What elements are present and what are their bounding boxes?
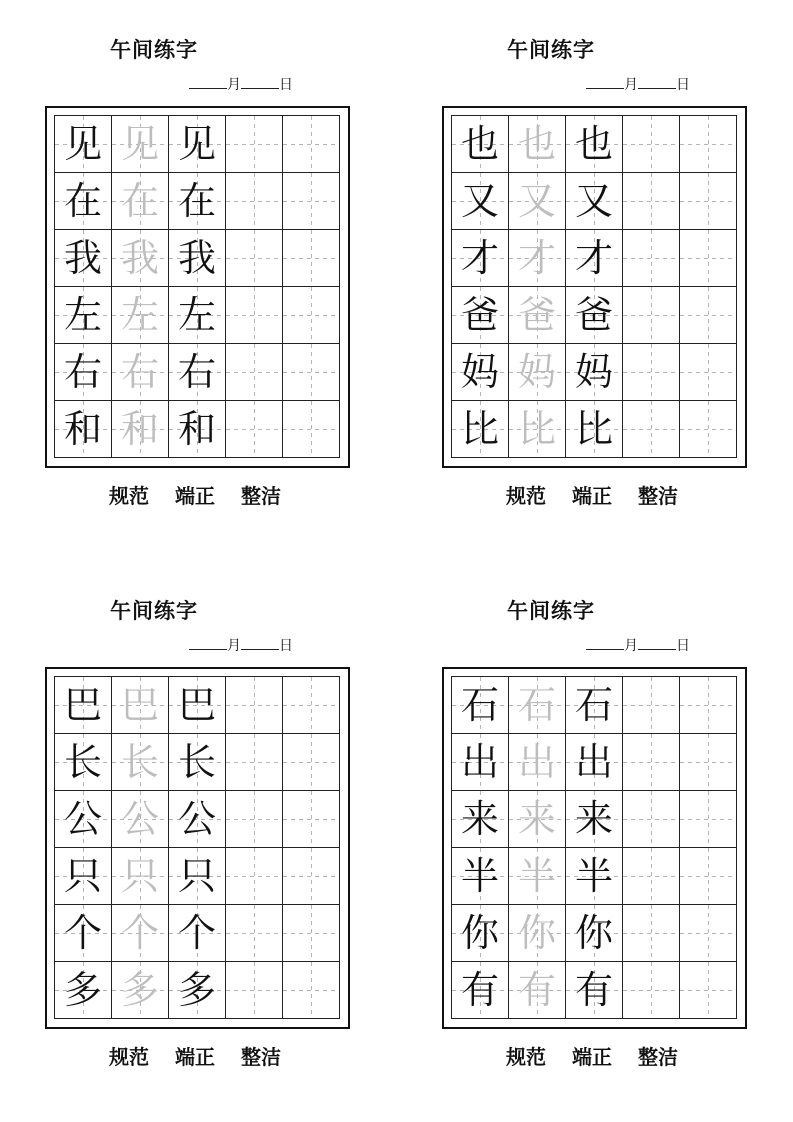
model-character: 公 [177, 797, 216, 841]
model-character: 公 [63, 797, 102, 841]
writing-cell[interactable] [623, 905, 680, 962]
writing-cell[interactable] [226, 230, 283, 287]
month-blank[interactable] [189, 75, 227, 89]
writing-cell[interactable] [226, 962, 283, 1019]
trace-cell [112, 677, 169, 734]
motto [442, 480, 742, 509]
month-label: 月 [624, 77, 638, 93]
model-cell [566, 791, 623, 848]
writing-cell[interactable] [623, 230, 680, 287]
model-character: 长 [63, 740, 102, 784]
model-cell [169, 962, 226, 1019]
writing-cell[interactable] [623, 287, 680, 344]
trace-cell [112, 287, 169, 344]
model-cell [452, 230, 509, 287]
trace-character: 多 [120, 968, 159, 1012]
motto [442, 1041, 742, 1070]
model-character: 才 [460, 236, 499, 280]
model-character: 比 [574, 407, 613, 451]
model-cell [169, 173, 226, 230]
trace-cell [509, 848, 566, 905]
motto-word: 端正 [175, 484, 215, 508]
model-cell [452, 905, 509, 962]
motto [45, 1041, 345, 1070]
trace-cell [112, 791, 169, 848]
model-character: 又 [460, 179, 499, 223]
practice-sheet [397, 0, 717, 508]
trace-cell [112, 116, 169, 173]
tianzige-grid [54, 676, 340, 1019]
model-character: 见 [177, 122, 216, 166]
model-character: 在 [63, 179, 102, 223]
model-cell [452, 401, 509, 458]
writing-cell[interactable] [623, 848, 680, 905]
model-character: 爸 [574, 293, 613, 337]
model-cell [169, 401, 226, 458]
model-cell [55, 677, 112, 734]
writing-cell[interactable] [623, 791, 680, 848]
model-character: 左 [63, 293, 102, 337]
writing-cell[interactable] [226, 287, 283, 344]
model-cell [566, 401, 623, 458]
model-cell [566, 230, 623, 287]
trace-cell [509, 791, 566, 848]
trace-character: 右 [120, 350, 159, 394]
model-character: 长 [177, 740, 216, 784]
day-blank[interactable] [241, 636, 279, 650]
motto-word: 端正 [572, 1045, 612, 1069]
motto-word: 规范 [506, 1045, 546, 1069]
writing-cell[interactable] [226, 848, 283, 905]
writing-cell[interactable] [283, 287, 340, 344]
trace-character: 在 [120, 179, 159, 223]
trace-cell [509, 734, 566, 791]
writing-cell[interactable] [226, 173, 283, 230]
trace-cell [509, 287, 566, 344]
trace-cell [112, 230, 169, 287]
model-cell [55, 230, 112, 287]
model-cell [452, 677, 509, 734]
model-character: 右 [177, 350, 216, 394]
writing-cell[interactable] [623, 734, 680, 791]
trace-character: 石 [517, 683, 556, 727]
model-cell [566, 173, 623, 230]
motto-word: 规范 [506, 484, 546, 508]
tianzige-grid [451, 676, 737, 1019]
model-character: 你 [574, 911, 613, 955]
writing-cell[interactable] [623, 344, 680, 401]
month-blank[interactable] [586, 636, 624, 650]
model-character: 石 [574, 683, 613, 727]
motto-word: 端正 [175, 1045, 215, 1069]
motto-word: 规范 [109, 1045, 149, 1069]
writing-cell[interactable] [623, 677, 680, 734]
sheet-title: 午间练字 [507, 599, 595, 623]
writing-cell[interactable] [680, 677, 737, 734]
trace-cell [112, 848, 169, 905]
date-line [189, 636, 293, 654]
writing-cell[interactable] [283, 401, 340, 458]
writing-cell[interactable] [680, 173, 737, 230]
writing-cell[interactable] [680, 287, 737, 344]
model-cell [566, 734, 623, 791]
model-cell [55, 287, 112, 344]
writing-cell[interactable] [226, 116, 283, 173]
motto-word: 规范 [109, 484, 149, 508]
trace-cell [112, 401, 169, 458]
model-cell [169, 905, 226, 962]
writing-cell[interactable] [283, 344, 340, 401]
model-cell [566, 677, 623, 734]
trace-cell [509, 116, 566, 173]
trace-character: 公 [120, 797, 159, 841]
writing-cell[interactable] [283, 734, 340, 791]
writing-cell[interactable] [680, 401, 737, 458]
day-label: 日 [279, 638, 293, 654]
model-character: 妈 [574, 350, 613, 394]
writing-cell[interactable] [680, 116, 737, 173]
writing-cell[interactable] [623, 116, 680, 173]
trace-cell [112, 173, 169, 230]
day-label: 日 [676, 77, 690, 93]
model-cell [566, 905, 623, 962]
trace-character: 和 [120, 407, 159, 451]
model-character: 多 [63, 968, 102, 1012]
model-character: 只 [177, 854, 216, 898]
trace-character: 爸 [517, 293, 556, 337]
model-cell [452, 848, 509, 905]
practice-frame [45, 106, 350, 468]
model-cell [452, 173, 509, 230]
model-cell [55, 848, 112, 905]
model-cell [169, 287, 226, 344]
writing-cell[interactable] [283, 677, 340, 734]
model-character: 个 [63, 911, 102, 955]
model-cell [55, 734, 112, 791]
writing-cell[interactable] [283, 173, 340, 230]
month-label: 月 [227, 77, 241, 93]
motto [45, 480, 345, 509]
day-label: 日 [279, 77, 293, 93]
motto-word: 整洁 [638, 1045, 678, 1069]
writing-cell[interactable] [226, 734, 283, 791]
model-character: 也 [460, 122, 499, 166]
trace-character: 来 [517, 797, 556, 841]
model-character: 比 [460, 407, 499, 451]
model-character: 见 [63, 122, 102, 166]
practice-sheet [0, 561, 320, 1069]
model-character: 爸 [460, 293, 499, 337]
model-character: 出 [460, 740, 499, 784]
motto-word: 整洁 [638, 484, 678, 508]
sheet-title: 午间练字 [507, 38, 595, 62]
model-cell [55, 962, 112, 1019]
trace-character: 也 [517, 122, 556, 166]
writing-cell[interactable] [283, 905, 340, 962]
trace-cell [112, 344, 169, 401]
tianzige-grid [451, 115, 737, 458]
model-character: 个 [177, 911, 216, 955]
writing-cell[interactable] [680, 905, 737, 962]
writing-cell[interactable] [623, 173, 680, 230]
writing-cell[interactable] [283, 848, 340, 905]
model-cell [452, 116, 509, 173]
model-character: 半 [460, 854, 499, 898]
model-cell [452, 734, 509, 791]
trace-character: 才 [517, 236, 556, 280]
writing-cell[interactable] [226, 401, 283, 458]
writing-cell[interactable] [226, 905, 283, 962]
model-cell [566, 287, 623, 344]
trace-character: 只 [120, 854, 159, 898]
tianzige-grid [54, 115, 340, 458]
model-character: 多 [177, 968, 216, 1012]
motto-word: 端正 [572, 484, 612, 508]
trace-character: 你 [517, 911, 556, 955]
trace-character: 巴 [120, 683, 159, 727]
trace-cell [509, 344, 566, 401]
writing-cell[interactable] [680, 848, 737, 905]
date-line [189, 75, 293, 93]
writing-cell[interactable] [680, 230, 737, 287]
trace-character: 长 [120, 740, 159, 784]
model-cell [452, 344, 509, 401]
trace-cell [509, 230, 566, 287]
writing-cell[interactable] [283, 230, 340, 287]
model-cell [169, 116, 226, 173]
model-character: 巴 [177, 683, 216, 727]
model-cell [566, 116, 623, 173]
trace-character: 半 [517, 854, 556, 898]
writing-cell[interactable] [283, 791, 340, 848]
model-cell [55, 344, 112, 401]
model-character: 你 [460, 911, 499, 955]
writing-cell[interactable] [680, 344, 737, 401]
model-cell [452, 287, 509, 344]
trace-character: 妈 [517, 350, 556, 394]
model-cell [566, 848, 623, 905]
practice-sheet [0, 0, 320, 508]
day-label: 日 [676, 638, 690, 654]
date-line [586, 636, 690, 654]
trace-cell [509, 401, 566, 458]
model-cell [55, 791, 112, 848]
model-character: 也 [574, 122, 613, 166]
practice-frame [45, 667, 350, 1029]
practice-frame [442, 106, 747, 468]
trace-cell [509, 962, 566, 1019]
model-character: 右 [63, 350, 102, 394]
model-character: 我 [177, 236, 216, 280]
model-cell [169, 791, 226, 848]
model-cell [55, 401, 112, 458]
trace-cell [112, 905, 169, 962]
model-character: 我 [63, 236, 102, 280]
day-blank[interactable] [638, 636, 676, 650]
model-cell [169, 734, 226, 791]
sheet-title: 午间练字 [110, 38, 198, 62]
model-character: 半 [574, 854, 613, 898]
trace-cell [509, 173, 566, 230]
motto-word: 整洁 [241, 1045, 281, 1069]
model-cell [55, 116, 112, 173]
model-character: 只 [63, 854, 102, 898]
model-character: 左 [177, 293, 216, 337]
trace-cell [509, 677, 566, 734]
trace-character: 出 [517, 740, 556, 784]
practice-sheet [397, 561, 717, 1069]
writing-cell[interactable] [226, 344, 283, 401]
writing-cell[interactable] [226, 677, 283, 734]
writing-cell[interactable] [680, 962, 737, 1019]
model-cell [55, 173, 112, 230]
month-label: 月 [227, 638, 241, 654]
day-blank[interactable] [241, 75, 279, 89]
writing-cell[interactable] [283, 962, 340, 1019]
model-character: 有 [574, 968, 613, 1012]
writing-cell[interactable] [283, 116, 340, 173]
trace-character: 左 [120, 293, 159, 337]
model-cell [169, 230, 226, 287]
model-character: 在 [177, 179, 216, 223]
model-character: 又 [574, 179, 613, 223]
practice-frame [442, 667, 747, 1029]
motto-word: 整洁 [241, 484, 281, 508]
model-character: 有 [460, 968, 499, 1012]
model-character: 石 [460, 683, 499, 727]
model-cell [169, 677, 226, 734]
trace-cell [509, 905, 566, 962]
model-character: 巴 [63, 683, 102, 727]
model-character: 来 [574, 797, 613, 841]
model-cell [55, 905, 112, 962]
model-character: 才 [574, 236, 613, 280]
writing-cell[interactable] [623, 962, 680, 1019]
model-cell [169, 848, 226, 905]
model-cell [452, 962, 509, 1019]
trace-character: 又 [517, 179, 556, 223]
month-label: 月 [624, 638, 638, 654]
writing-cell[interactable] [623, 401, 680, 458]
sheet-title: 午间练字 [110, 599, 198, 623]
model-character: 来 [460, 797, 499, 841]
trace-character: 个 [120, 911, 159, 955]
model-cell [169, 344, 226, 401]
model-cell [452, 791, 509, 848]
trace-character: 我 [120, 236, 159, 280]
writing-cell[interactable] [680, 791, 737, 848]
trace-cell [112, 734, 169, 791]
model-character: 出 [574, 740, 613, 784]
model-cell [566, 344, 623, 401]
trace-character: 见 [120, 122, 159, 166]
writing-cell[interactable] [680, 734, 737, 791]
writing-cell[interactable] [226, 791, 283, 848]
month-blank[interactable] [189, 636, 227, 650]
model-character: 和 [177, 407, 216, 451]
trace-cell [112, 962, 169, 1019]
trace-character: 有 [517, 968, 556, 1012]
day-blank[interactable] [638, 75, 676, 89]
model-character: 和 [63, 407, 102, 451]
model-cell [566, 962, 623, 1019]
model-character: 妈 [460, 350, 499, 394]
trace-character: 比 [517, 407, 556, 451]
date-line [586, 75, 690, 93]
month-blank[interactable] [586, 75, 624, 89]
